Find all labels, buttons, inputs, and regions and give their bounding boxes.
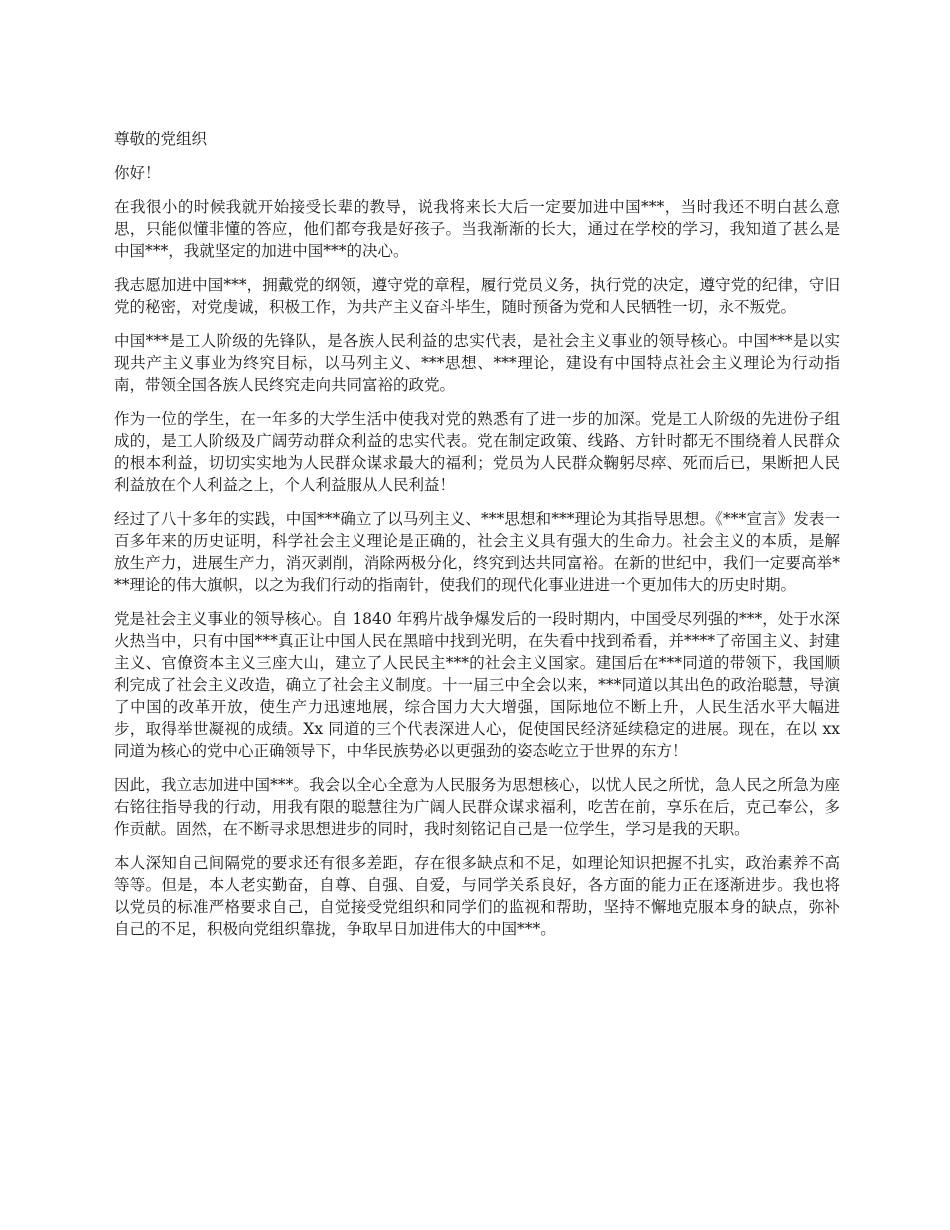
paragraph-2: 我志愿加进中国***，拥戴党的纲领，遵守党的章程，履行党员义务，执行党的决定，遵守党的纪律，守旧党的秘密，对党虔诚，积极工作，为共产主义奋斗毕生，随时预备为党和人民牺牲一切，永不叛党。 (114, 276, 840, 316)
salutation: 尊敬的党组织 (114, 130, 208, 148)
paragraph-4: 作为一位的学生，在一年多的大学生活中使我对党的熟悉有了进一步的加深。党是工人阶级的先进份子组成的，是工人阶级及广阔劳动群众利益的忠实代表。党在制定政策、线路、方针时都无不围绕着人民群众的根本利益，切切实实地为人民群众谋求最大的福利；党员为人民群众鞠躬尽瘁、死而后已，果断把人民利益放在个人利益之上，个人利益服从人民利益！ (114, 410, 840, 494)
paragraph-5: 经过了八十多年的实践，中国***确立了以马列主义、***思想和***理论为其指导思想。《***宣言》发表一百多年来的历史证明，科学社会主义理论是正确的，社会主义具有强大的生命力。社会主义的本质，是解放生产力，进展生产力，消灭剥削，消除两极分化，终究到达共同富裕。在新的世纪中，我们一定要高举***理论的伟大旗帜，以之为我们行动的指南针，使我们的现代化事业进进一个更加伟大的历史时期。 (114, 510, 840, 594)
paragraph-3: 中国***是工人阶级的先锋队，是各族人民利益的忠实代表，是社会主义事业的领导核心。中国***是以实现共产主义事业为终究目标，以马列主义、***思想、***理论，建设有中国特点社会主义理论为行动指南，带领全国各族人民终究走向共同富裕的政党。 (114, 332, 840, 394)
paragraph-1: 在我很小的时候我就开始接受长辈的教导，说我将来长大后一定要加进中国***，当时我还不明白甚么意思，只能似懂非懂的答应，他们都夸我是好孩子。当我渐渐的长大，通过在学校的学习，我知道了甚么是中国***，我就坚定的加进中国***的决心。 (114, 198, 840, 260)
greeting: 你好！ (114, 164, 161, 182)
paragraph-7: 因此，我立志加进中国***。我会以全心全意为人民服务为思想核心，以忧人民之所忧，急人民之所急为座右铭往指导我的行动，用我有限的聪慧往为广阔人民群众谋求福利，吃苦在前，享乐在后，克己奉公，多作贡献。固然，在不断寻求思想进步的同时，我时刻铭记自己是一位学生，学习是我的天职。 (114, 776, 840, 838)
paragraph-6: 党是社会主义事业的领导核心。自 1840 年鸦片战争爆发后的一段时期内，中国受尽列强的***，处于水深火热当中，只有中国***真正让中国人民在黑暗中找到光明，在失看中找到希看，并****了帝国主义、封建主义、官僚资本主义三座大山，建立了人民民主***的社会主义国家。建国后在***同道的带领下，我国顺利完成了社会主义改造，确立了社会主义制度。十一届三中全会以来，***同道以其出色的政治聪慧，导演了中国的改革开放，使生产力迅速地展，综合国力大大增强，国际地位不断上升，人民生活水平大幅进步，取得举世凝视的成绩。Xx 同道的三个代表深进人心，促使国民经济延续稳定的进展。现在，在以 xx 同道为核心的党中心正确领导下，中华民族势必以更强劲的姿态屹立于世界的东方！ (114, 610, 840, 760)
paragraph-8: 本人深知自己间隔党的要求还有很多差距，存在很多缺点和不足，如理论知识把握不扎实，政治素养不高等等。但是，本人老实勤奋，自尊、自强、自爱，与同学关系良好，各方面的能力正在逐渐进步。我也将以党员的标准严格要求自己，自觉接受党组织和同学们的监视和帮助，坚持不懈地克服本身的缺点，弥补自己的不足，积极向党组织靠拢，争取早日加进伟大的中国***。 (114, 854, 840, 938)
document-page (114, 128, 840, 952)
